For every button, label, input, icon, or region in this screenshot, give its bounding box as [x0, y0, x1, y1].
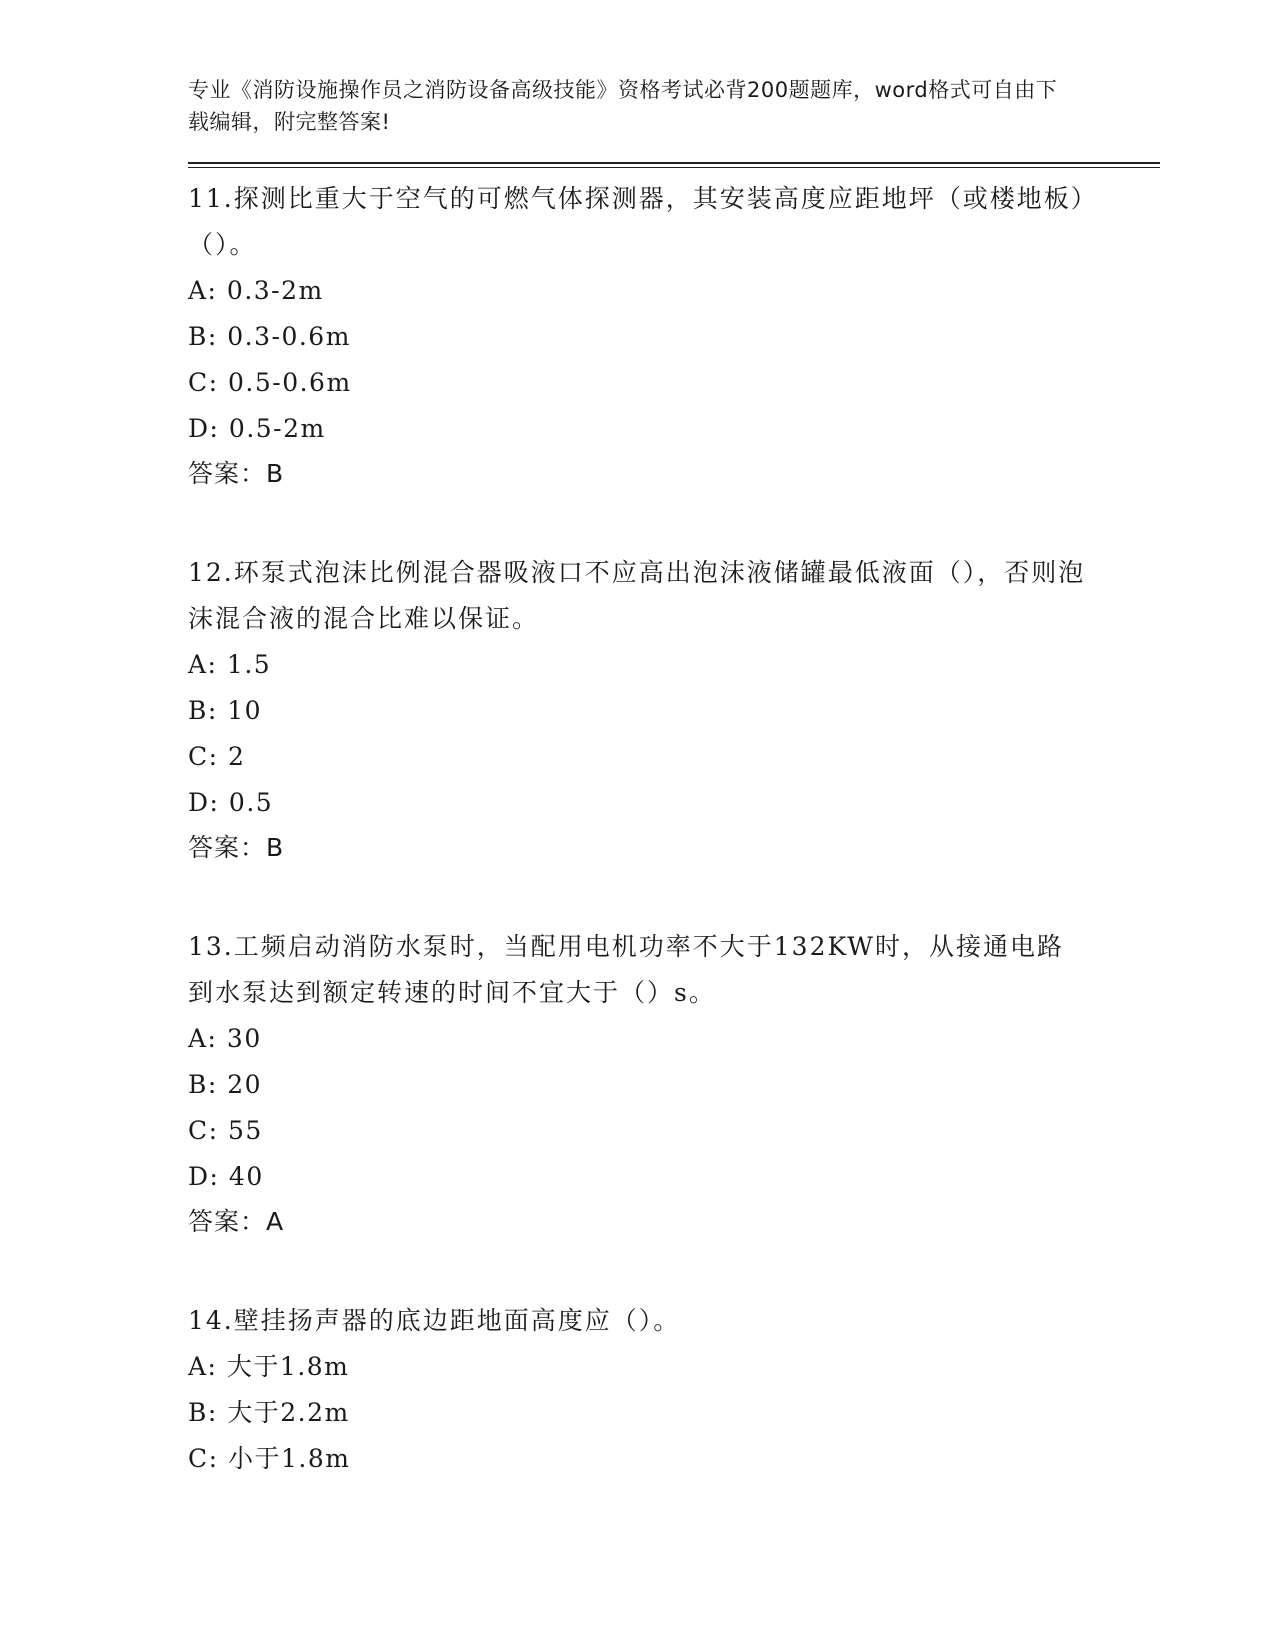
option-c: C: 小于1.8m	[188, 1444, 351, 1473]
option-b: B: 0.3-0.6m	[188, 322, 351, 351]
option-c: C: 2	[188, 742, 246, 771]
question-13	[188, 924, 1160, 1244]
header-divider	[188, 162, 1160, 168]
question-stem: 12.环泵式泡沫比例混合器吸液口不应高出泡沫液储罐最低液面（），否则泡沫混合液的混合比难以保证。	[188, 558, 1086, 633]
option-a: A: 大于1.8m	[188, 1352, 350, 1381]
answer-line: 答案：B	[188, 833, 285, 862]
option-b: B: 10	[188, 696, 263, 725]
answer-line: 答案：B	[188, 459, 285, 488]
option-b: B: 20	[188, 1070, 263, 1099]
answer-line: 答案：A	[188, 1207, 285, 1236]
option-d: D: 0.5-2m	[188, 414, 326, 443]
question-list	[188, 176, 1160, 1482]
option-d: D: 0.5	[188, 788, 274, 817]
option-a: A: 0.3-2m	[188, 276, 324, 305]
question-stem: 11.探测比重大于空气的可燃气体探测器，其安装高度应距地坪（或楼地板）（）。	[188, 184, 1086, 259]
document-page	[188, 74, 1160, 1536]
option-d: D: 40	[188, 1162, 264, 1191]
question-stem: 13.工频启动消防水泵时，当配用电机功率不大于132KW时，从接通电路到水泵达到额定转速的时间不宜大于（）s。	[188, 932, 1064, 1007]
option-c: C: 55	[188, 1116, 263, 1145]
question-14	[188, 1298, 1160, 1482]
question-11	[188, 176, 1160, 496]
option-b: B: 大于2.2m	[188, 1398, 350, 1427]
option-c: C: 0.5-0.6m	[188, 368, 352, 397]
option-a: A: 1.5	[188, 650, 272, 679]
question-stem: 14.壁挂扬声器的底边距地面高度应（）。	[188, 1306, 681, 1335]
header-note: 专业《消防设施操作员之消防设备高级技能》资格考试必背200题题库，word格式可自由下载编辑，附完整答案!	[188, 78, 1058, 134]
question-12	[188, 550, 1160, 870]
option-a: A: 30	[188, 1024, 262, 1053]
